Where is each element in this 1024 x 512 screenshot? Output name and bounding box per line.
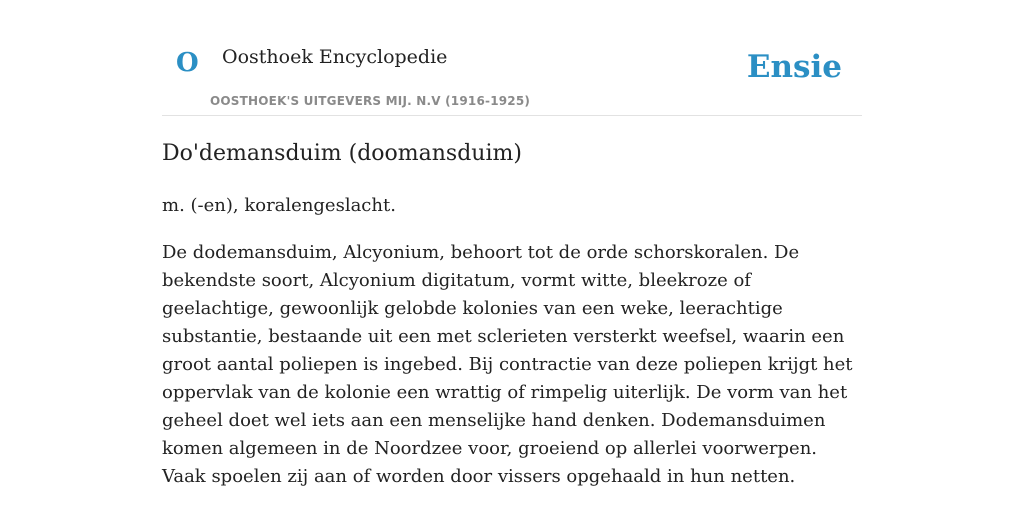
source-header: [162, 0, 862, 116]
entry-grammar: m. (-en), koralengeslacht.: [162, 195, 396, 216]
entry-headword: Do'demansduim (doomansduim): [162, 141, 522, 166]
source-title-link[interactable]: Oosthoek Encyclopedie: [222, 46, 448, 68]
source-logo[interactable]: O: [176, 48, 199, 78]
source-publisher: OOSTHOEK'S UITGEVERS MIJ. N.V (1916-1925): [210, 94, 531, 108]
page-container: [162, 0, 862, 487]
entry-body: De dodemansduim, Alcyonium, behoort tot de orde schorskoralen. De bekendste soort, Alcyonium digitatum, vormt witte, bleekroze of geelachtige, gewoonlijk gelobde kolonies van een weke, leerachtige substantie, bestaande uit een met sclerieten versterkt weefsel, waarin een groot aantal poliepen is ingebed. Bij contractie van deze poliepen krijgt het oppervlak van de kolonie een wrattig of rimpelig uiterlijk. De vorm van het geheel doet wel iets aan een menselijke hand denken. Dodemansduimen komen algemeen in de Noordzee voor, groeiend op allerlei voorwerpen. Vaak spoelen zij aan of worden door vissers opgehaald in hun netten.: [162, 242, 853, 487]
ensie-logo-link[interactable]: Ensie: [746, 49, 842, 85]
